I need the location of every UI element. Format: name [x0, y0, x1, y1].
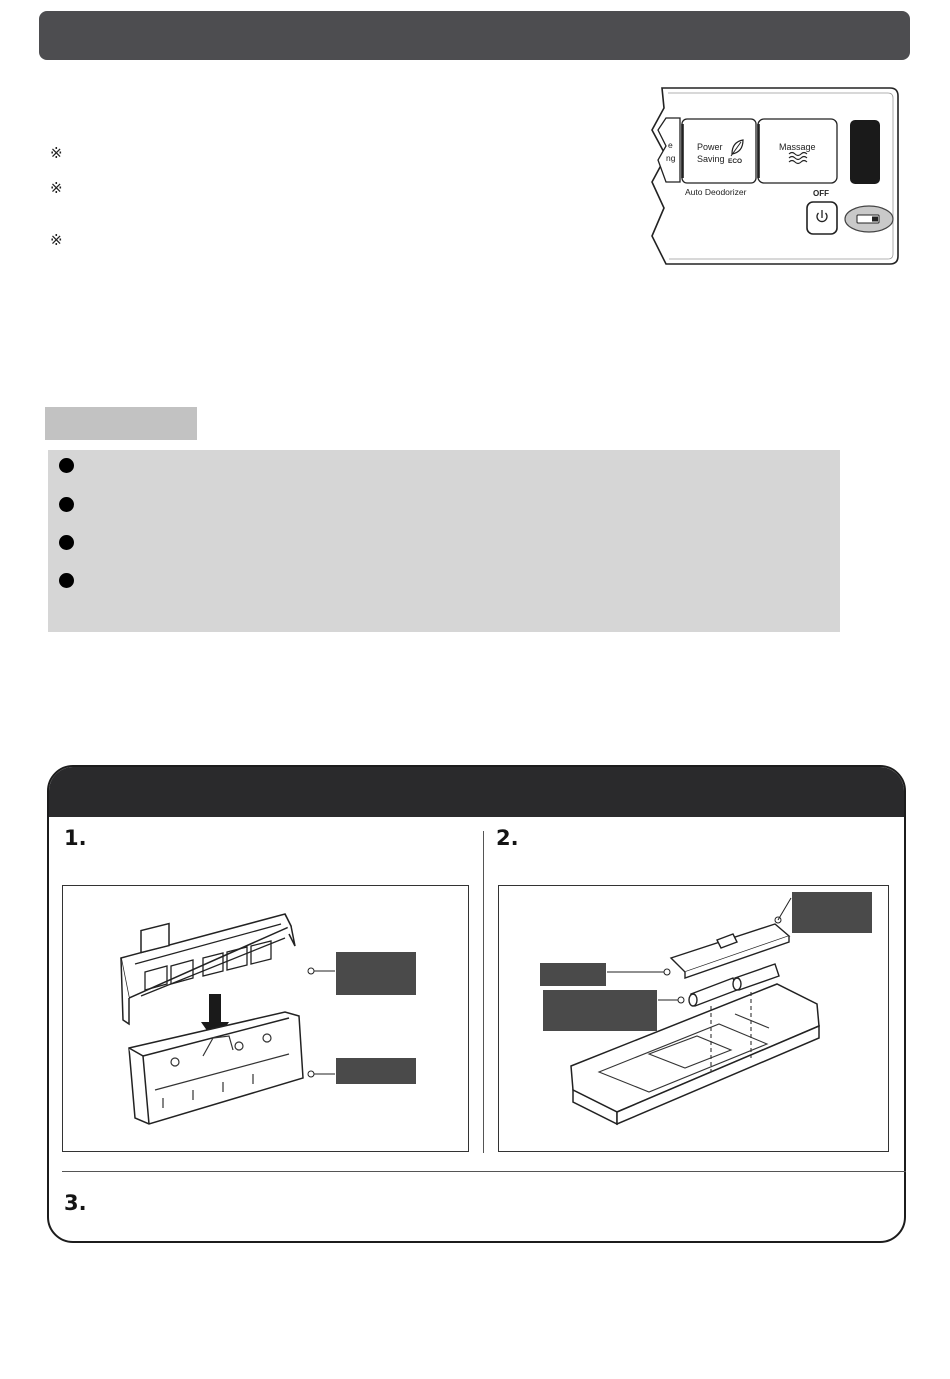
figure-battery-insertion: [498, 885, 889, 1152]
eco-badge: ECO: [728, 158, 743, 165]
power-saving-label-line2: Saving: [697, 154, 725, 164]
caution-box: [48, 450, 840, 632]
control-panel-illustration: [644, 84, 902, 268]
step-divider: [483, 831, 484, 1153]
caution-bullet-1: [59, 458, 74, 473]
power-saving-label-line1: Power: [697, 142, 723, 152]
section-header-bar: [39, 11, 910, 60]
partial-label-1: e: [668, 140, 673, 150]
step-3-divider: [62, 1171, 906, 1172]
battery-insertion-illustration: [499, 886, 888, 1151]
remote-holder-illustration: [63, 886, 468, 1151]
step-2-number: 2.: [496, 826, 519, 850]
display-slot: [850, 120, 880, 184]
holder-label-box: [336, 1058, 416, 1084]
auto-deodorizer-label: Auto Deodorizer: [685, 187, 747, 197]
massage-label: Massage: [779, 142, 816, 152]
caution-tab: [45, 407, 197, 440]
installation-header-bar: [49, 767, 904, 817]
step-1-number: 1.: [64, 826, 87, 850]
off-label: OFF: [813, 189, 829, 198]
holder-drawing: [129, 1012, 303, 1124]
battery-icon: [857, 215, 879, 223]
note-mark-3: ※: [50, 232, 63, 249]
polarity-label-box: [543, 990, 657, 1031]
step-3-number: 3.: [64, 1191, 87, 1215]
note-mark-1: ※: [50, 145, 63, 162]
caution-bullet-2: [59, 497, 74, 512]
note-mark-2: ※: [50, 180, 63, 197]
remote-label-box: [336, 952, 416, 995]
caution-bullet-3: [59, 535, 74, 550]
cover-label-box: [792, 892, 872, 933]
battery-label-box: [540, 963, 606, 986]
figure-remote-holder: [62, 885, 469, 1152]
partial-label-2: ng: [666, 153, 676, 163]
caution-bullet-4: [59, 573, 74, 588]
